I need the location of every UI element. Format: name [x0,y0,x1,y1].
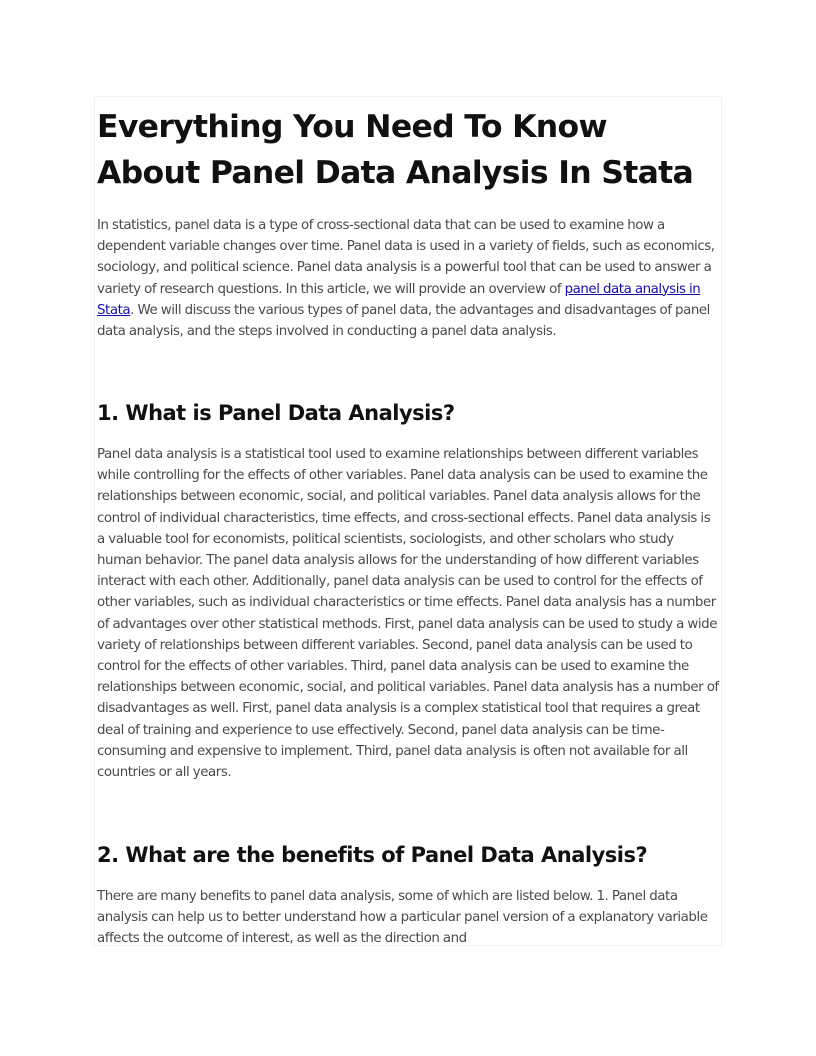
section-heading-what-is: 1. What is Panel Data Analysis? [97,401,455,425]
section-body-what-is: Panel data analysis is a statistical tool used to examine relationships between different variables while controlling for the effects of other variables. Panel data analysis can be used to examine the relationships between economic, social, and political variables. Panel data analysis allows for the control of individual characteristics, time effects, and cross-sectional effects. Panel data analysis is a valuable tool for economists, political scientists, sociologists, and other scholars who study human behavior. The panel data analysis allows for the understanding of how different variables interact with each other. Additionally, panel data analysis can be used to control for the effects of other variables, such as individual characteristics or time effects. Panel data analysis has a number of advantages over other statistical methods. First, panel data analysis can be used to study a wide variety of relationships between different variables. Second, panel data analysis can be used to control for the effects of other variables. Third, panel data analysis can be used to examine the relationships between economic, social, and political variables. Panel data analysis has a number of disadvantages as well. First, panel data analysis is a complex statistical tool that requires a great deal of training and experience to use effectively. Second, panel data analysis can be time-consuming and expensive to implement. Third, panel data analysis is often not available for all countries or all years. [97,447,719,781]
intro-text-before-link: In statistics, panel data is a type of cross-sectional data that can be used to examine how a dependent variable changes over time. Panel data is used in a variety of fields, such as economics, sociology, and political science. Panel data analysis is a powerful tool that can be used to answer a variety of research questions. In this article, we will provide an overview of [97,218,715,297]
intro-text-after-link: . We will discuss the various types of panel data, the advantages and disadvantages of panel data analysis, and the steps involved in conducting a panel data analysis. [97,302,710,340]
article-title: Everything You Need To Know About Panel Data Analysis In Stata [97,109,694,191]
intro-paragraph [97,215,721,342]
article-frame [94,96,722,946]
section-body-benefits: There are many benefits to panel data analysis, some of which are listed below. 1. Panel data analysis can help us to better understand how a particular panel version of a explanatory variable affects the outcome of interest, as well as the direction and [97,889,708,946]
section-heading-benefits: 2. What are the benefits of Panel Data Analysis? [97,843,648,867]
panel-data-stata-link[interactable]: panel data analysis in Stata [97,281,701,318]
